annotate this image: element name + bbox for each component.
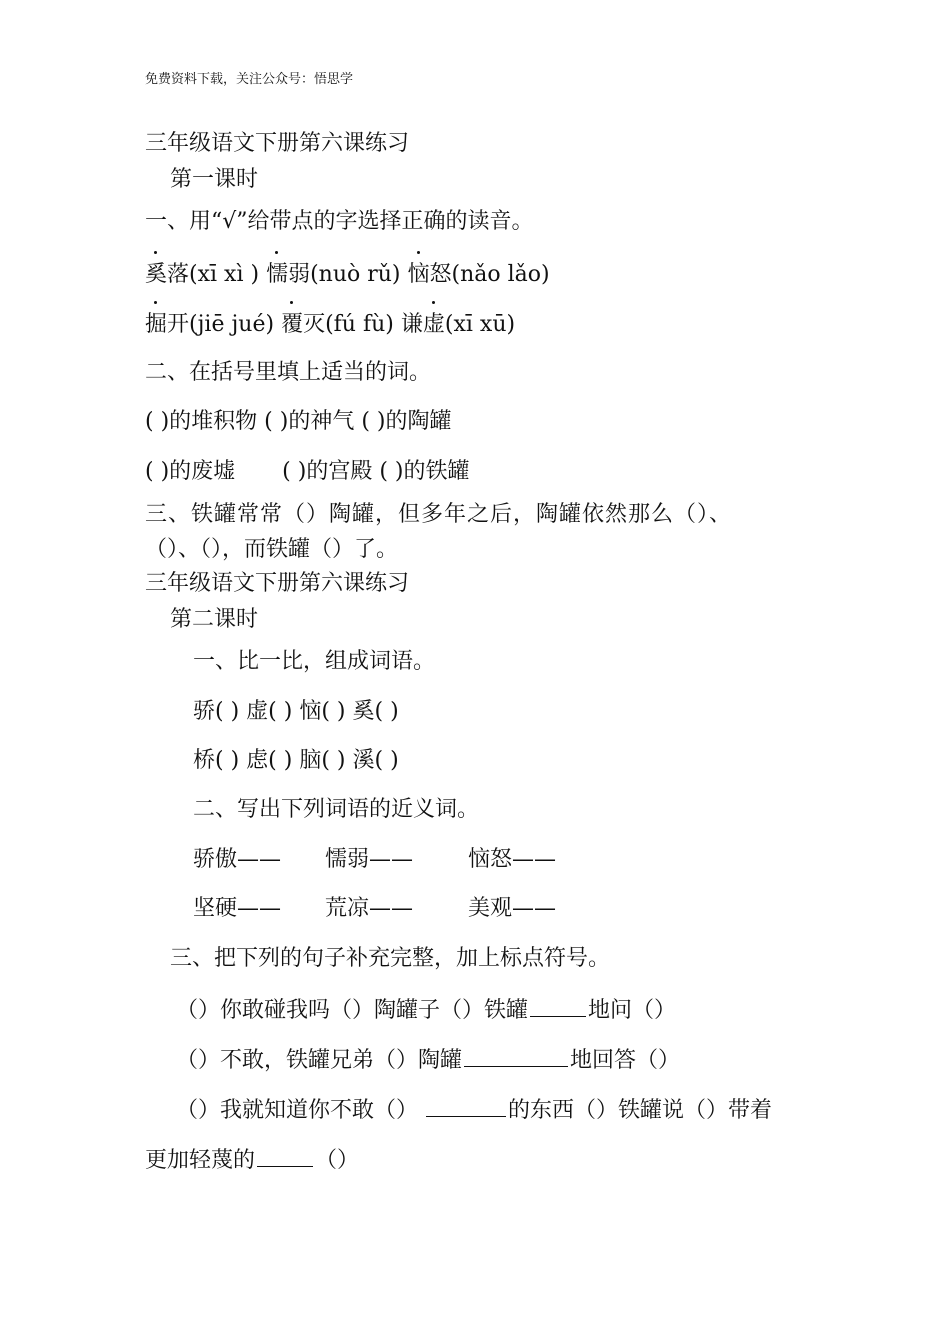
lesson1-session: 第一课时 xyxy=(170,167,259,192)
sentence-text: （）你敢碰我吗（）陶罐子（）铁罐 xyxy=(176,998,529,1023)
lesson1-q3-line1: 三、铁罐常常（）陶罐，但多年之后，陶罐依然那么（）、 xyxy=(145,502,733,527)
sentence-text: （） xyxy=(315,1148,360,1173)
lesson1-title: 三年级语文下册第六课练习 xyxy=(145,131,410,156)
page-header: 免费资料下载，关注公众号：悟思学 xyxy=(145,72,354,87)
lesson2-q2-item: 美观—— xyxy=(468,896,557,921)
lesson2-q3-prompt: 三、把下列的句子补充完整，加上标点符号。 xyxy=(170,946,611,971)
pinyin-options: (xī xū) xyxy=(444,312,516,337)
compare-item: 恼( ) xyxy=(299,699,346,724)
dotted-word: 谦虚 xyxy=(401,312,445,338)
lesson2-q1-row1 xyxy=(193,699,399,725)
lesson2-q1-prompt: 一、比一比，组成词语。 xyxy=(193,649,436,674)
pinyin-options: (nǎo lǎo) xyxy=(451,262,550,287)
lesson1-q2-prompt: 二、在括号里填上适当的词。 xyxy=(145,360,432,385)
lesson2-q2-item: 坚硬—— xyxy=(193,896,282,921)
lesson1-q2-row2 xyxy=(145,459,470,485)
lesson1-q1-row2 xyxy=(145,312,515,338)
lesson2-q2-item: 恼怒—— xyxy=(468,847,557,872)
compare-item: 溪( ) xyxy=(352,748,399,773)
sentence-text: 地回答（） xyxy=(570,1048,681,1073)
sentence-text: 更加轻蔑的 xyxy=(145,1148,256,1173)
answer-blank xyxy=(464,1046,568,1067)
dotted-word: 恼怒 xyxy=(408,262,452,288)
pinyin-options: (jiē jué) xyxy=(189,312,275,337)
pinyin-options: (xī xì ) xyxy=(189,262,260,287)
lesson2-q3-sentence2 xyxy=(176,1046,680,1074)
compare-item: 虚( ) xyxy=(246,699,293,724)
dotted-word: 掘开 xyxy=(145,312,189,338)
dotted-word: 懦弱 xyxy=(266,262,310,288)
lesson2-q3-sentence3 xyxy=(176,1096,772,1124)
fill-item: ( )的宫殿 xyxy=(282,459,373,484)
lesson2-q2-item: 荒凉—— xyxy=(325,896,414,921)
dotted-word: 奚落 xyxy=(145,262,189,288)
fill-item: ( )的神气 xyxy=(264,409,355,434)
compare-item: 桥( ) xyxy=(193,748,240,773)
lesson2-q1-row2 xyxy=(193,748,399,774)
lesson1-q2-row1 xyxy=(145,409,452,435)
lesson2-q3-sentence1 xyxy=(176,996,676,1024)
compare-item: 骄( ) xyxy=(193,699,240,724)
dotted-word: 覆灭 xyxy=(281,312,325,338)
answer-blank xyxy=(530,996,586,1017)
pinyin-options: (fú fù) xyxy=(325,312,394,337)
lesson2-title: 三年级语文下册第六课练习 xyxy=(145,571,410,596)
fill-item: ( )的陶罐 xyxy=(361,409,452,434)
lesson1-q3-line2: （）、（），而铁罐（）了。 xyxy=(145,537,399,562)
compare-item: 脑( ) xyxy=(299,748,346,773)
fill-item: ( )的堆积物 xyxy=(145,409,258,434)
pinyin-options: (nuò rǔ) xyxy=(310,262,401,287)
answer-blank xyxy=(257,1146,313,1167)
compare-item: 奚( ) xyxy=(352,699,399,724)
answer-blank xyxy=(426,1096,506,1117)
sentence-text: （）我就知道你不敢（） xyxy=(176,1098,419,1123)
lesson2-q2-item: 懦弱—— xyxy=(325,847,414,872)
sentence-text: 的东西（）铁罐说（）带着 xyxy=(508,1098,773,1123)
lesson2-q2-item: 骄傲—— xyxy=(193,847,282,872)
lesson2-q3-sentence4 xyxy=(145,1146,359,1174)
lesson1-q1-row1 xyxy=(145,262,550,288)
fill-item: ( )的废墟 xyxy=(145,459,236,484)
fill-item: ( )的铁罐 xyxy=(379,459,470,484)
lesson2-session: 第二课时 xyxy=(170,607,259,632)
sentence-text: 地问（） xyxy=(588,998,677,1023)
lesson1-q1-prompt: 一、用“√”给带点的字选择正确的读音。 xyxy=(145,209,534,234)
compare-item: 虑( ) xyxy=(246,748,293,773)
lesson2-q2-prompt: 二、写出下列词语的近义词。 xyxy=(193,797,480,822)
sentence-text: （）不敢，铁罐兄弟（）陶罐 xyxy=(176,1048,463,1073)
